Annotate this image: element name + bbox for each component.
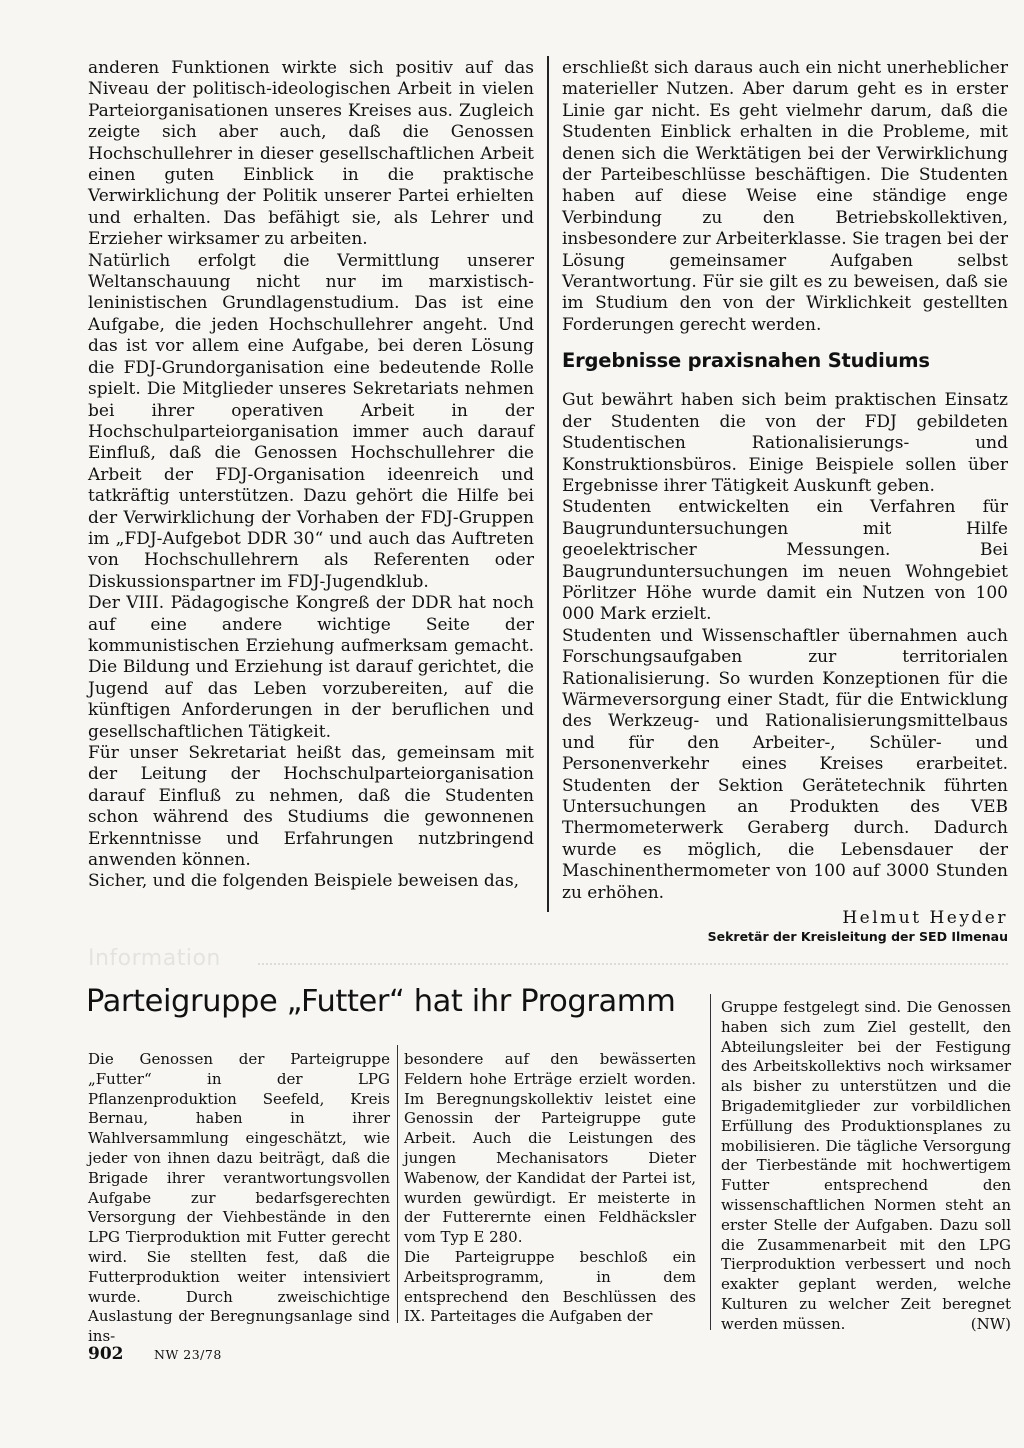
paragraph: Natürlich erfolgt die Vermittlung unserer Weltanschauung nicht nur im marxistisch-leninistischen Grundlagenstudium. Das ist eine Aufgabe, die jeden Hochschullehrer angeht. Und das ist vor allem eine Aufgabe, bei deren Lösung die FDJ-Grundorganisation eine bedeutende Rolle spielt. Die Mitglieder unseres Sekretariats nehmen bei ihrer operativen Arbeit in der Hochschulparteiorganisation immer auch darauf Einfluß, daß die Genossen Hochschullehrer die Arbeit der FDJ-Organisation ideenreich und tatkräftig unterstützen. Dazu gehört die Hilfe bei der Verwirklichung der Vorhaben der FDJ-Gruppen im „FDJ-Aufgebot DDR 30“ und auch das Auftreten von Hochschullehrern als Referenten oder Diskussionspartner im FDJ-Jugendklub. [88, 250, 534, 592]
issue-label: NW 23/78 [154, 1347, 222, 1362]
column-divider [397, 1045, 398, 1323]
paragraph: Der VIII. Pädagogische Kongreß der DDR hat noch auf eine andere wichtige Seite der kommunistischen Erziehung aufmerksam gemacht. Die Bildung und Erziehung ist darauf gerichtet, die Jugend auf das Leben vorzubereiten, auf die künftigen Anforderungen in der beruflichen und gesellschaftlichen Tätigkeit. [88, 593, 534, 742]
paragraph: anderen Funktionen wirkte sich positiv auf das Niveau der politisch-ideologischen Arbeit in vielen Parteiorganisationen unseres Kreises aus. Zugleich zeigte sich aber auch, daß die Genossen Hochschullehrer in dieser gesellschaftlichen Arbeit einen guten Einblick in die praktische Verwirklichung der Politik unserer Partei erhielten und erhalten. Das befähigt sie, als Lehrer und Erzieher wirksamer zu arbeiten. [88, 58, 534, 250]
paragraph: Die Genossen der Parteigruppe „Futter“ in der LPG Pflanzenproduktion Seefeld, Kreis Bernau, haben in ihrer Wahlversammlung eingeschätzt, wie jeder von ihnen dazu beiträgt, daß die Brigade ihrer verantwortungsvollen Aufgabe zur bedarfsgerechten Versorgung der Viehbestände in den LPG Tierproduktion mit Futter gerecht wird. Sie stellten fest, daß die Futterproduktion weiter intensiviert wurde. Durch zweischichtige Auslastung der Beregnungsanlage sind ins- [88, 1050, 390, 1346]
section-label: Information [88, 946, 221, 971]
paragraph [721, 998, 1011, 1335]
news-column-1 [88, 1050, 390, 1347]
page-number: 902 [88, 1344, 124, 1364]
section-divider [258, 963, 1008, 965]
paragraph: Gut bewährt haben sich beim praktischen Einsatz der Studenten die von der FDJ gebildeten Studentischen Rationalisierungs- und Konstruktionsbüros. Einige Beispiele sollen über Ergebnisse ihrer Tätigkeit Auskunft geben. [562, 390, 1008, 496]
section-subheading: Ergebnisse praxisnahen Studiums [562, 349, 930, 373]
source-tag: (NW) [970, 1314, 1011, 1333]
column-divider [547, 56, 549, 912]
paragraph: Sicher, und die folgenden Beispiele beweisen das, [88, 871, 520, 892]
article-column-left [88, 58, 534, 893]
author-name: Helmut Heyder [842, 908, 1008, 929]
paragraph: Die Parteigruppe beschloß ein Arbeitsprogramm, in dem entsprechend den Beschlüssen des IX. Parteitages die Aufgaben der [404, 1247, 696, 1326]
column-divider [710, 994, 711, 1330]
news-column-2 [404, 1050, 696, 1327]
paragraph: erschließt sich daraus auch ein nicht unerheblicher materieller Nutzen. Aber darum geht es in erster Linie gar nicht. Es geht vielmehr darum, daß die Studenten Einblick erhalten in die Probleme, mit denen sich die Werktätigen bei der Verwirklichung der Parteibeschlüsse beschäftigen. Die Studenten haben auf diese Weise eine ständige enge Verbindung zu den Betriebskollektiven, insbesondere zur Arbeiterklasse. Sie tragen bei der Lösung gemeinsamer Aufgaben selbst Verantwortung. Für sie gilt es zu beweisen, daß sie im Studium den von der Wirklichkeit gestellten Forderungen gerecht werden. [562, 58, 1008, 335]
paragraph: Für unser Sekretariat heißt das, gemeinsam mit der Leitung der Hochschulparteiorganisation darauf Einfluß zu nehmen, daß die Studenten schon während des Studiums die gewonnenen Erkenntnisse und Erfahrungen nutzbringend anwenden können. [88, 743, 534, 871]
paragraph-text: Gruppe festgelegt sind. Die Genossen haben sich zum Ziel gestellt, den Abteilungsleiter bei der Festigung des Arbeitskollektivs noch wirksamer als bisher zu unterstützen und die Brigademitglieder zur vorbildlichen Erfüllung des Produktionsplanes zu mobilisieren. Die tägliche Versorgung der Tierbestände mit hochwertigem Futter entsprechend den wissenschaftlichen Normen steht an erster Stelle der Aufgaben. Dazu soll die Zusammenarbeit mit den LPG Tierproduktion verbessert und noch exakter geplant werden, welche Kulturen zu welcher Zeit beregnet werden müssen. [721, 998, 1011, 1333]
paragraph: besondere auf den bewässerten Feldern hohe Erträge erzielt worden. Im Beregnungskollektiv leistet eine Genossin der Parteigruppe gute Arbeit. Auch die Leistungen des jungen Mechanisators Dieter Wabenow, der Kandidat der Partei ist, wurden gewürdigt. Er meisterte in der Futterernte einen Feldhäcksler vom Typ E 280. [404, 1050, 696, 1247]
article-title: Parteigruppe „Futter“ hat ihr Programm [86, 984, 676, 1019]
news-column-3 [721, 998, 1011, 1335]
article-column-right [562, 58, 1008, 945]
paragraph: Studenten und Wissenschaftler übernahmen auch Forschungsaufgaben zur territorialen Rationalisierung. So wurden Konzeptionen für die Wärmeversorgung einer Stadt, für die Entwicklung des Werkzeug- und Rationalisierungsmittelbaus und für den Arbeiter-, Schüler- und Personenverkehr eines Kreises erarbeitet. Studenten der Sektion Gerätetechnik führten Untersuchungen an Produkten des VEB Thermometerwerk Geraberg durch. Dadurch wurde es möglich, die Lebensdauer der Maschinenthermometer von 100 auf 3000 Stunden zu erhöhen. [562, 625, 1008, 903]
paragraph: Studenten entwickelten ein Verfahren für Baugrunduntersuchungen mit Hilfe geoelektrischer Messungen. Bei Baugrunduntersuchungen im neuen Wohngebiet Pörlitzer Höhe wurde damit ein Nutzen von 100 000 Mark erzielt. [562, 497, 1008, 625]
author-role: Sekretär der Kreisleitung der SED Ilmenau [707, 929, 1008, 945]
